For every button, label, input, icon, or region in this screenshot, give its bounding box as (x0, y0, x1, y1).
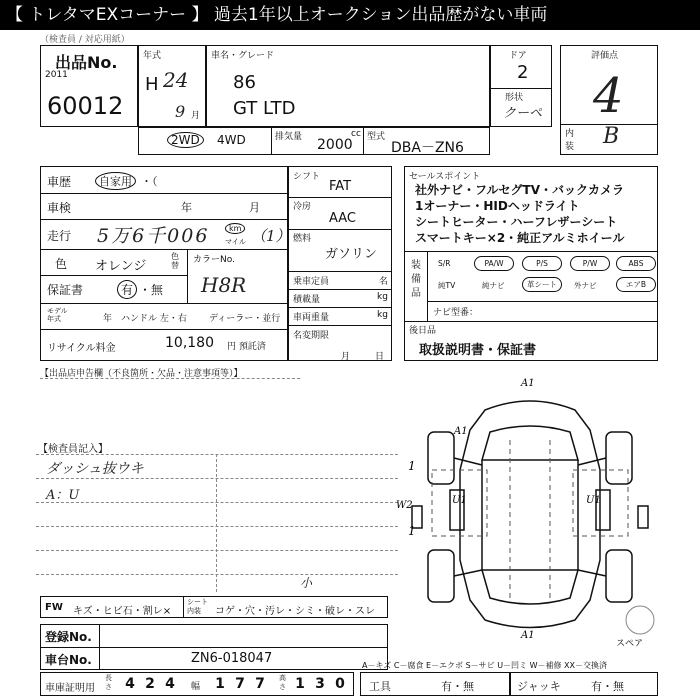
mark-left-2: 1 (408, 524, 416, 538)
tool-value: 有・無 (441, 680, 474, 693)
register-box (40, 624, 388, 670)
interior-value: B (603, 124, 620, 149)
warranty-yes: 有 (117, 280, 137, 299)
displacement: 2000 (317, 137, 353, 153)
width-label: 幅 (191, 682, 201, 692)
jack-row (510, 672, 658, 696)
left-block (40, 166, 291, 361)
eq-pw: P/W (570, 256, 610, 271)
equipment-label: 装備品 (411, 260, 421, 299)
length-d1: 4 (125, 676, 135, 692)
ac-value: AAC (329, 211, 356, 226)
width-d1: 1 (215, 676, 225, 692)
load-unit: kg (377, 292, 388, 302)
model-grade: GT LTD (233, 98, 296, 119)
handle-label: ハンドル 左・右 (121, 314, 187, 324)
tool-row (360, 672, 510, 696)
warranty-no: ・無 (139, 283, 164, 297)
lot-number: 60012 (47, 92, 124, 120)
year-value: 24 (163, 68, 189, 92)
mileage-label: 走行 (47, 229, 72, 243)
inspector-block (36, 440, 398, 592)
width-d2: 7 (235, 676, 245, 692)
jack-label: ジャッキ (517, 680, 561, 693)
history-value: 自家用 (95, 172, 136, 190)
history-rest: ・（ (141, 175, 158, 188)
doors-label: ドア (509, 51, 527, 61)
eq-navi: 純ナビ (482, 281, 505, 290)
lot-label: 出品No. (55, 53, 118, 72)
damage-legend: A－キズ C－腐食 E－エクボ S－サビ U－凹ミ W－補修 XX－交換済 (362, 661, 608, 670)
model-year: 年 (103, 314, 113, 324)
sales-line-3: シートヒーター・ハーフレザーシート (415, 215, 618, 229)
inspector-label: 【検査員記入】 (38, 444, 108, 455)
mark-right-door: U1 (586, 495, 601, 506)
width-d3: 7 (255, 676, 265, 692)
score-label: 評価点 (591, 51, 619, 61)
type-label: 型式 (367, 132, 386, 142)
eq-tv: 純TV (438, 281, 456, 290)
spare-label: スペア (616, 639, 644, 649)
seat-label: 乗車定員 (293, 277, 330, 287)
mileage-note: （1） (251, 227, 291, 245)
mileage-value: 5万6千006 (97, 225, 210, 247)
color-label: 色 (55, 257, 68, 271)
dealer-label: ディーラー・並行 (209, 314, 281, 324)
mileage-mile: マイル (225, 238, 246, 246)
change-month: 月 (341, 352, 351, 362)
banner-title: 【 トレタマEXコーナー 】 過去1年以上オークション出品歴がない車両 (0, 0, 700, 30)
weight-label: 車両重量 (293, 313, 330, 323)
fuel-value: ガソリン (325, 247, 378, 262)
color-no-label: カラーNo. (193, 255, 235, 265)
car-diagram (390, 370, 670, 650)
score-value: 4 (593, 68, 624, 124)
chassis-label: 車台No. (45, 653, 92, 667)
drive-2wd: 2WD (167, 132, 204, 148)
inspect-year: 年 (181, 201, 192, 214)
mark-left-1: 1 (408, 459, 416, 473)
inspector-note-1: ダッシュ抜ウキ (46, 461, 144, 477)
body-label: 形状 (505, 93, 524, 103)
seat-unit: 名 (379, 277, 389, 287)
history-label: 車歴 (47, 175, 72, 189)
recycle-value: 10,180 (165, 335, 214, 351)
lot-box (40, 45, 138, 127)
disp-unit: cc (351, 129, 361, 139)
color-change: 色替 (171, 252, 179, 270)
height-label: 高さ (279, 674, 286, 691)
length-d3: 4 (165, 676, 175, 692)
register-label: 登録No. (45, 630, 92, 644)
fw-hand-note: 小 (300, 576, 313, 590)
model-box (206, 45, 490, 127)
height-d2: 3 (315, 676, 325, 692)
eq-airbag: エアB (616, 277, 656, 292)
sales-label: セールスポイント (409, 172, 481, 182)
mark-left-door: U1 (452, 495, 467, 506)
mark-side: W2 (396, 500, 413, 511)
inspector-note-2: A：U (46, 488, 80, 503)
color-value: オレンジ (95, 259, 147, 274)
color-no: H8R (201, 273, 247, 297)
year-label: 年式 (143, 51, 162, 61)
change-day: 日 (375, 352, 385, 362)
afterword-label: 後日品 (409, 326, 437, 336)
sales-line-1: 社外ナビ・フルセグTV・バックカメラ (415, 183, 624, 197)
mark-rear: A1 (521, 630, 535, 641)
eq-ext-navi: 外ナビ (574, 281, 597, 290)
sales-line-4: スマートキー×2・純正アルミホイール (415, 231, 625, 245)
drive-row (138, 127, 490, 155)
doors-value: 2 (517, 62, 529, 83)
load-label: 積載量 (293, 295, 321, 305)
fuel-label: 燃料 (293, 234, 312, 244)
month-unit: 月 (191, 111, 201, 121)
eq-abs: ABS (616, 256, 656, 271)
exhibitor-label: 【出品店申告欄（不良箇所・欠品・注意事項等）】 (40, 369, 243, 379)
eq-sr: S/R (438, 259, 451, 268)
model-label: 車名・グレード (211, 51, 275, 61)
inspect-month: 月 (249, 201, 260, 214)
score-box (560, 45, 658, 155)
mark-front: A1 (521, 378, 535, 389)
eq-paw: PA/W (474, 256, 514, 271)
shift-value: FAT (329, 179, 352, 194)
height-d1: 1 (295, 676, 305, 692)
month-value: 9 (175, 102, 186, 121)
drive-4wd: 4WD (217, 133, 246, 147)
era: H (145, 74, 159, 95)
fw-label: FW (45, 602, 63, 613)
height-d3: 0 (335, 676, 345, 692)
lot-year: 2011 (45, 70, 68, 80)
ac-label: 冷房 (293, 202, 312, 212)
length-d2: 2 (145, 676, 155, 692)
mileage-km: km (225, 223, 245, 234)
shift-label: シフト (293, 172, 321, 182)
navi-type: ナビ型番： (433, 308, 479, 318)
length-label: 長さ (105, 674, 112, 691)
fw-items: キズ・ヒビ石・割レ× (73, 606, 172, 617)
model-name: 86 (233, 72, 256, 93)
warranty-label: 保証書 (47, 283, 84, 297)
form-top-label: （検査員 / 対応用紙） (40, 35, 130, 45)
interior-label: 内装 (565, 129, 575, 152)
type-value: DBA－ZN6 (391, 140, 464, 156)
fw-seat-items: コゲ・穴・汚レ・シミ・破レ・スレ (215, 606, 375, 617)
recycle-label: リサイクル料金 (47, 343, 116, 354)
eq-ps: P/S (522, 256, 562, 271)
jack-value: 有・無 (591, 680, 624, 693)
inspect-label: 車検 (47, 201, 72, 215)
chassis-value: ZN6-018047 (191, 651, 273, 666)
fw-row (40, 596, 388, 618)
change-label: 名変期限 (293, 331, 330, 341)
model-year-label: モデル年式 (47, 307, 68, 323)
doors-box (490, 45, 552, 127)
weight-unit: kg (377, 310, 388, 320)
mark-fender: A1 (454, 426, 468, 437)
sales-line-2: 1オーナー・HIDヘッドライト (415, 199, 580, 213)
afterword-value: 取扱説明書・保証書 (419, 343, 537, 358)
body-value: クーペ (503, 106, 543, 121)
mid-block (288, 166, 392, 361)
eq-leather: 革シート (522, 277, 562, 292)
year-box (138, 45, 206, 127)
recycle-unit: 円 預託済 (227, 342, 266, 352)
fw-seat-label: シート内装 (187, 598, 208, 615)
disp-label: 排気量 (275, 132, 303, 142)
cert-label: 車庫証明用 (45, 683, 95, 694)
cert-row (40, 672, 354, 696)
equipment-grid (430, 252, 660, 324)
tool-label: 工具 (369, 680, 391, 693)
